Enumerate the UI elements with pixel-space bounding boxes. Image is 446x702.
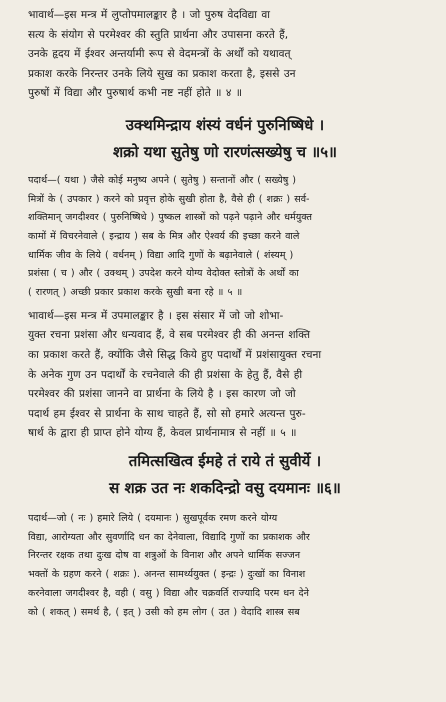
padarth-paragraph-2: [12, 510, 438, 622]
mantra-verse-1: [12, 112, 438, 166]
mantra-line: शक्रो यथा सुतेषु णो रारणंत्सख्येषु च ॥५॥: [112, 142, 338, 161]
text-line: विद्या, आरोग्यता और सुवर्णादि धन का देनेवाला, विद्यादि गुणों का प्रकाशक और: [28, 531, 310, 543]
text-line: के अनेक गुण उन पदार्थों के रचनेवाले की ही प्रशंसा के हेतु हैं, वैसे ही: [28, 368, 303, 381]
text-line: उनके हृदय में ईश्वर अन्तर्यामी रूप से वेदमन्त्रों के अर्थों को यथावत्: [28, 48, 291, 61]
text-line: कामों में विचरनेवाले ( इन्द्राय ) सब के मित्र और ऐश्वर्य की इच्छा करने वाले: [28, 231, 300, 243]
text-line: परमेश्वर की प्रशंसा जानने वा प्रार्थना के लिये है । इस कारण जो जो: [28, 388, 296, 401]
mantra-line: उक्थमिन्द्राय शंस्यं वर्धनं पुरुनिष्षिधे ।: [125, 115, 325, 134]
bhavarth-paragraph-2: [12, 307, 438, 444]
text-line: का प्रकाश करते हैं, क्योंकि जैसे सिद्ध किये हुए पदार्थों में प्रशंसायुक्त रचना: [28, 349, 322, 362]
padarth-paragraph-1: [12, 172, 438, 303]
text-line: ( रारणत् ) अच्छी प्रकार प्रकाश करके सुखी बना रहे ॥ ५ ॥: [28, 287, 243, 299]
text-line: को ( शकत् ) समर्थ है, ( इत् ) उसी को हम लोग ( उत ) वेदादि शास्त्र सब: [28, 606, 300, 618]
text-line: प्रशंसा ( च ) और ( उक्थम् ) उपदेश करने योग्य वेदोक्त स्तोत्रों के अर्थों का: [28, 268, 299, 280]
text-line: पदार्थ—जो ( नः ) हमारे लिये ( दयमानः ) सुखपूर्वक रमण करने योग्य: [28, 513, 278, 525]
text-line: भावार्थ—इस मन्त्र में लुप्तोपमालङ्कार है । जो पुरुष वेदविद्या वा: [28, 9, 271, 21]
text-line: युक्त रचना प्रशंसा और धन्यवाद हैं, वे सब परमेश्वर ही की अनन्त शक्ति: [28, 329, 310, 342]
text-line: निरन्तर रक्षक तथा दुःख दोष वा शत्रुओं के विनाश और अपने धार्मिक सज्जन: [28, 550, 301, 562]
mantra-line: तमित्सखित्व ईमहे तं राये तं सुवीर्ये ।: [128, 452, 322, 471]
text-line: पदार्थ—( यथा ) जैसे कोई मनुष्य अपने ( सुतेषु ) सन्तानों और ( सख्येषु ): [28, 174, 297, 186]
text-line: षार्थ के द्वारा ही प्राप्त होने योग्य हैं, केवल प्रार्थनामात्र से नहीं ॥ ५ ॥: [28, 427, 297, 440]
text-line: पदार्थ हम ईश्वर से प्रार्थना के साथ चाहते हैं, सो सो हमारे अत्यन्त पुरु-: [28, 407, 306, 420]
text-line: पुरुषों में विद्या और पुरुषार्थ कभी नष्ट नहीं होते ॥ ४ ॥: [28, 87, 243, 100]
text-line: धार्मिक जीव के लिये ( वर्धनम् ) विद्या आदि गुणों के बढ़ानेवाले ( शंस्यम् ): [28, 249, 294, 261]
mantra-line: स शक्र उत नः शकदिन्द्रो वसु दयमानः ॥६॥: [109, 479, 341, 498]
text-line: भावार्थ—इस मन्त्र में उपमालङ्कार है । इस संसार में जो जो शोभा-: [28, 309, 284, 322]
text-line: करनेवाला जगदीश्वर है, वही ( वसु ) विद्या और चक्रवर्ति राज्यादि परम धन देने: [28, 587, 309, 599]
text-line: मित्रों के ( उपकार ) करने को प्रवृत्त होके सुखी होता है, वैसे ही ( शक्रः ) सर्व-: [28, 193, 310, 205]
text-line: शक्तिमान् जगदीश्वर ( पुरुनिष्षिधे ) पुष्कल शास्त्रों को पढ़ने पढ़ाने और धर्मयुक्त: [28, 212, 312, 224]
text-line: सत्य के संयोग से परमेश्वर की स्तुति प्रार्थना और उपासना करते हैं,: [28, 28, 289, 41]
text-line: प्रकाश करके निरन्तर उनके लिये सुख का प्रकाश करता है, इससे उन: [28, 67, 296, 80]
bhavarth-paragraph-1: [12, 6, 438, 104]
text-line: भक्तों के ग्रहण करने ( शक्रः ). अनन्त सामर्थ्ययुक्त ( इन्द्रः ) दुःखों का विनाश: [28, 569, 306, 581]
mantra-verse-2: [12, 448, 438, 502]
